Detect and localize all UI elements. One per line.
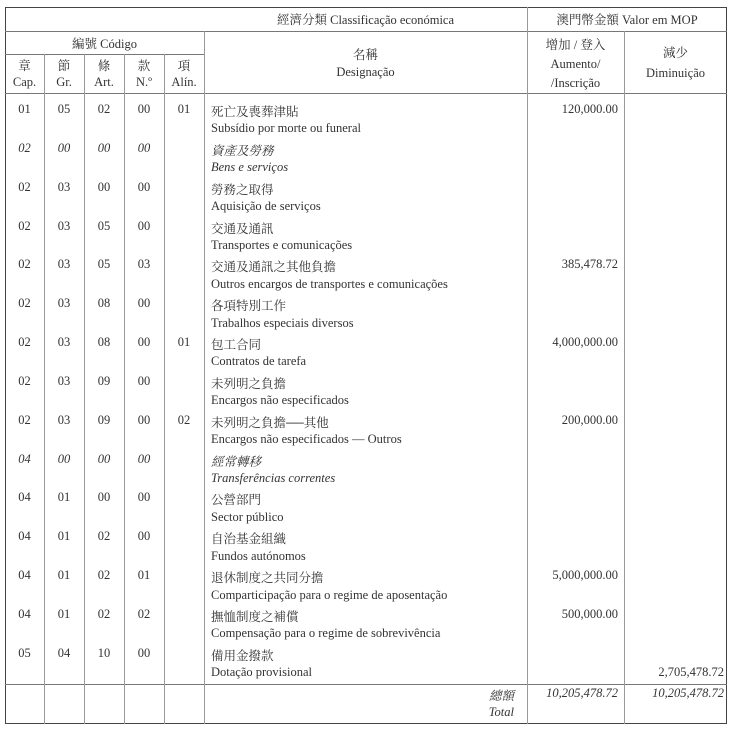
code-cell: 00 — [137, 102, 151, 116]
code-cell: 01 — [57, 606, 71, 621]
increase-amount: 5,000,000.00 — [552, 568, 618, 583]
code-cell: 00 — [97, 140, 111, 155]
code-cell: 00 — [137, 335, 151, 350]
designation-pt: Contratos de tarefa — [211, 354, 307, 369]
code-col-pt: Cap. — [12, 75, 37, 89]
code-cell: 00 — [97, 490, 111, 505]
column-divider — [164, 54, 165, 724]
column-divider — [204, 31, 205, 724]
code-header: 編號 Código — [72, 37, 137, 51]
code-cell: 02 — [97, 529, 111, 544]
code-cell: 00 — [57, 451, 71, 466]
increase-amount: 385,478.72 — [561, 257, 618, 272]
increase-amount: 500,000.00 — [561, 606, 618, 621]
code-cell: 00 — [137, 645, 151, 660]
code-cell: 02 — [18, 296, 31, 311]
code-cell: 01 — [137, 568, 151, 583]
designation-zh: 勞務之取得 — [211, 182, 274, 197]
designation-pt: Aquisição de serviços — [211, 199, 321, 214]
code-cell: 03 — [57, 179, 71, 194]
code-cell: 03 — [57, 296, 71, 311]
designation-zh: 包工合同 — [211, 338, 262, 353]
code-cell: 01 — [177, 102, 191, 116]
decrease-header-zh: 減少 — [662, 46, 688, 60]
header-divider — [5, 31, 727, 32]
code-cell: 10 — [97, 645, 111, 660]
code-col-zh: 條 — [97, 59, 111, 73]
code-col-pt: Alín. — [171, 75, 197, 89]
designation-pt: Sector público — [211, 509, 284, 524]
code-col-zh: 章 — [18, 59, 31, 73]
code-cell: 04 — [18, 568, 31, 583]
code-col-zh: 節 — [57, 59, 71, 73]
designation-zh: 未列明之負擔──其他 — [211, 415, 329, 430]
code-cell: 03 — [57, 412, 71, 427]
designation-zh: 未列明之負擔 — [211, 376, 287, 391]
designation-zh: 備用金撥款 — [211, 648, 274, 663]
code-cell: 03 — [57, 373, 71, 388]
designation-pt: Comparticipação para o regime de aposentação — [211, 587, 448, 602]
designation-pt: Dotação provisional — [211, 665, 313, 680]
code-cell: 01 — [57, 490, 71, 505]
code-cell: 09 — [97, 412, 111, 427]
code-col-pt: Art. — [94, 75, 114, 89]
total-divider — [5, 684, 727, 685]
designation-zh: 撫恤制度之補償 — [211, 609, 299, 624]
code-cell: 01 — [18, 102, 31, 116]
designation-pt: Subsídio por morte ou funeral — [211, 121, 361, 136]
column-divider — [624, 31, 625, 724]
designation-zh: 資產及勞務 — [211, 143, 274, 158]
code-cell: 00 — [137, 140, 151, 155]
code-cell: 02 — [18, 335, 31, 350]
total-label-zh: 總額 — [488, 689, 514, 703]
designation-pt: Fundos autónomos — [211, 548, 306, 563]
code-cell: 00 — [57, 140, 71, 155]
designation-zh: 交通及通訊之其他負擔 — [211, 260, 337, 275]
code-col-zh: 款 — [137, 59, 151, 73]
code-cell: 05 — [97, 218, 111, 233]
code-cell: 00 — [137, 373, 151, 388]
code-cell: 04 — [18, 606, 31, 621]
code-cell: 02 — [97, 102, 111, 116]
designation-zh: 自治基金組織 — [211, 532, 287, 547]
code-cell: 00 — [137, 218, 151, 233]
code-divider — [5, 54, 204, 55]
code-cell: 03 — [57, 335, 71, 350]
code-cell: 02 — [137, 606, 151, 621]
code-cell: 01 — [57, 568, 71, 583]
code-cell: 02 — [177, 412, 191, 427]
code-cell: 05 — [57, 102, 71, 116]
designation-zh: 經常轉移 — [211, 454, 262, 469]
designation-pt: Transferências correntes — [211, 470, 336, 485]
code-cell: 03 — [137, 257, 151, 272]
designation-pt: Encargos não especificados — Outros — [211, 432, 402, 447]
code-col-pt: Gr. — [56, 75, 72, 89]
total-increase: 10,205,478.72 — [546, 686, 618, 700]
designation-pt: Compensação para o regime de sobrevivência — [211, 626, 441, 641]
code-cell: 03 — [57, 257, 71, 272]
code-cell: 04 — [18, 490, 31, 505]
code-cell: 05 — [18, 645, 31, 660]
code-cell: 02 — [18, 412, 31, 427]
code-cell: 09 — [97, 373, 111, 388]
designation-zh: 死亡及喪葬津貼 — [211, 105, 299, 119]
designation-pt: Outros encargos de transportes e comunicações — [211, 276, 448, 291]
designation-pt: Encargos não especificados — [211, 393, 349, 408]
designation-zh: 公營部門 — [211, 493, 262, 508]
code-cell: 00 — [137, 296, 151, 311]
header-bottom-line — [5, 93, 727, 94]
increase-amount: 120,000.00 — [561, 102, 618, 116]
increase-header-pt: Aumento/ — [550, 57, 601, 71]
value-header: 澳門幣金額 Valor em MOP — [556, 13, 698, 27]
designation-pt: Transportes e comunicações — [211, 237, 353, 252]
increase-header-zh: 增加 / 登入 — [545, 38, 606, 52]
code-cell: 08 — [97, 335, 111, 350]
designation-header-zh: 名稱 — [352, 48, 378, 62]
increase-header-pt: /Inscrição — [550, 76, 601, 90]
designation-header-pt: Designação — [336, 65, 395, 79]
code-cell: 02 — [18, 218, 31, 233]
increase-amount: 4,000,000.00 — [552, 335, 618, 350]
code-cell: 00 — [137, 451, 151, 466]
code-cell: 03 — [57, 218, 71, 233]
code-cell: 02 — [18, 140, 31, 155]
code-cell: 00 — [137, 490, 151, 505]
code-cell: 02 — [18, 179, 31, 194]
code-cell: 01 — [177, 335, 191, 350]
code-cell: 02 — [18, 257, 31, 272]
designation-zh: 交通及通訊 — [211, 221, 274, 236]
code-cell: 04 — [18, 529, 31, 544]
total-label-pt: Total — [488, 705, 514, 719]
code-cell: 00 — [137, 412, 151, 427]
designation-zh: 各項特別工作 — [211, 299, 287, 314]
code-col-zh: 項 — [177, 59, 191, 73]
code-col-pt: N.º — [135, 75, 153, 89]
code-cell: 05 — [97, 257, 111, 272]
code-cell: 02 — [97, 568, 111, 583]
code-cell: 02 — [18, 373, 31, 388]
total-decrease: 10,205,478.72 — [652, 686, 724, 700]
designation-pt: Bens e serviços — [211, 160, 289, 175]
code-cell: 04 — [57, 645, 71, 660]
code-cell: 00 — [97, 179, 111, 194]
code-cell: 08 — [97, 296, 111, 311]
designation-zh: 退休制度之共同分擔 — [211, 571, 324, 586]
increase-amount: 200,000.00 — [561, 412, 618, 427]
code-cell: 04 — [18, 451, 31, 466]
code-cell: 00 — [137, 529, 151, 544]
code-cell: 00 — [137, 179, 151, 194]
code-cell: 00 — [97, 451, 111, 466]
classification-header: 經濟分類 Classificação económica — [276, 13, 455, 27]
decrease-amount: 2,705,478.72 — [658, 665, 724, 680]
designation-pt: Trabalhos especiais diversos — [211, 315, 354, 330]
code-cell: 02 — [97, 606, 111, 621]
code-cell: 01 — [57, 529, 71, 544]
decrease-header-pt: Diminuição — [645, 66, 705, 80]
